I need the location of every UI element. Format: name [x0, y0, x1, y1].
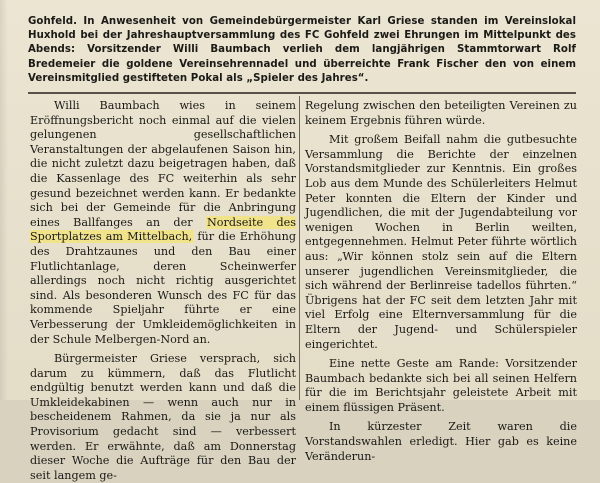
paragraph: Regelung zwischen den beteiligten Vereinen zu keinem Ergebnis führen würde.: [305, 99, 577, 127]
paragraph: [30, 99, 296, 347]
paragraph: In kürzester Zeit waren die Vorstandswahlen erledigt. Hier gab es keine Veränderun-: [305, 420, 577, 463]
paragraph-text: für die Erhöhung des Drahtzaunes und den Bau einer Flutlichtanlage, deren Scheinwerfer allerdings noch nicht richtig ausgerichtet sind. Als besonderen Wunsch des FC für das kommende Spieljahr führte er eine Verbesserung der Umkleidemöglichkeiten in der Schule Melbergen-Nord an.: [30, 230, 296, 346]
paragraph: Eine nette Geste am Rande: Vorsitzender Baumbach bedankte sich bei all seinen Helfern für die im Berichtsjahr geleistete Arbeit mit einem flüssigen Präsent.: [305, 357, 577, 414]
paper-crease: [0, 0, 8, 400]
paragraph-text: Willi Baumbach wies in seinem Eröffnungsbericht noch einmal auf die vielen gelungenen gesellschaftlichen Veranstaltungen der abgelaufenen Saison hin, die nicht zuletzt dazu beigetragen haben, daß die Kassenlage des FC weiterhin als sehr gesund bezeichnet werden kann. Er bedankte sich bei der Gemeinde für die Anbringung eines Ballfanges an der: [30, 99, 296, 229]
paragraph: Bürgermeister Griese versprach, sich darum zu kümmern, daß das Flutlicht endgültig benutzt werden kann und daß die Umkleidekabinen — wenn auch nur in bescheidenem Rahmen, da sie ja nur als Provisorium gedacht sind — verbessert werden. Er erwähnte, daß am Donnerstag dieser Woche die Aufträge für den Bau der seit langem ge-: [30, 352, 296, 482]
column-divider: [299, 96, 300, 400]
paragraph: Mit großem Beifall nahm die gutbesuchte Versammlung die Berichte der einzelnen Vorstandsmitglieder zur Kenntnis. Ein großes Lob aus dem Munde des Schülerleiters Helmut Peter konnten die Eltern der Kinder und Jugendlichen, die mit der Jugendabteilung vor wenigen Wochen in Berlin weilten, entgegennehmen. Helmut Peter führte wörtlich aus: „Wir können stolz sein auf die Eltern unserer jugendlichen Vereinsmitglieder, die sich während der Berlinreise tadellos führten.“ Übrigens hat der FC seit dem letzten Jahr mit viel Erfolg eine Elternversammlung für die Eltern der Jugend- und Schülerspieler eingerichtet.: [305, 133, 577, 351]
lead-separator-rule: [28, 92, 576, 94]
article-lead: Gohfeld. In Anwesenheit von Gemeindebürgermeister Karl Griese standen im Vereinslokal Huxhold bei der Jahreshauptversammlung des FC Gohfeld zwei Ehrungen im Mittelpunkt des Abends: Vorsitzender Willi Baumbach verlieh dem langjährigen Stammtorwart Rolf Bredemeier die goldene Vereinsehrennadel und überreichte Frank Fischer den von einem Vereinsmitglied gestifteten Pokal als „Spieler des Jahres“.: [28, 16, 576, 84]
highlighted-text: Nordseite des Sportplatzes am Mittelbach,: [30, 215, 297, 244]
article-column-right: [305, 99, 577, 464]
article-column-left: [30, 99, 296, 483]
